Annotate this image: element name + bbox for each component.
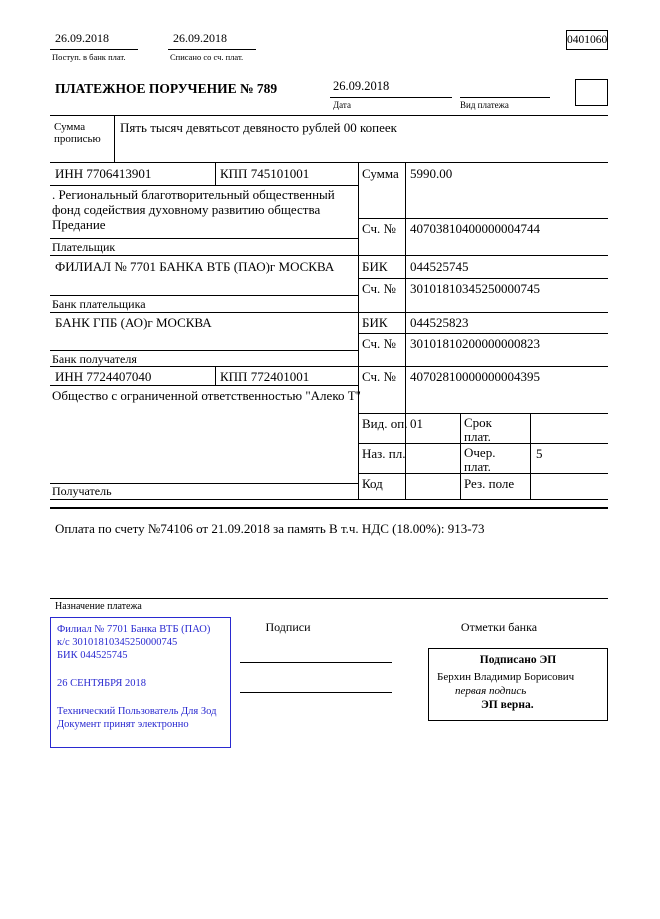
purpose-line [50, 598, 608, 599]
esign-stamp [428, 648, 608, 721]
stamp-line: БИК 044525745 [57, 650, 128, 661]
payer-account-label: Сч. № [362, 221, 396, 236]
sum-label: Сумма [362, 166, 399, 181]
section-separator [50, 507, 608, 509]
payee-caption: Получатель [52, 484, 112, 498]
table-line [50, 238, 358, 239]
table-line [50, 255, 608, 256]
amount-words-row [50, 115, 608, 163]
table-line [358, 218, 608, 219]
stamp-line: к/с 30101810345250000745 [57, 637, 178, 648]
payee-inn: ИНН 7724407040 [55, 369, 152, 384]
table-line [358, 413, 608, 414]
payer-bank-bik: 044525745 [410, 259, 469, 274]
payee-account: 40702810000000004395 [410, 369, 540, 384]
payer-account: 40703810400000004744 [410, 221, 540, 236]
bank-stamp [50, 617, 231, 748]
payment-term-label: Срок плат. [464, 415, 492, 444]
bank-marks-label: Отметки банка [460, 620, 538, 634]
priority-value: 5 [536, 446, 543, 461]
date-label: Дата [333, 100, 351, 110]
payee-name: Общество с ограниченной ответственностью "Алеко Т" [52, 388, 361, 403]
table-line [50, 295, 358, 296]
payer-kpp: КПП 745101001 [220, 166, 310, 181]
table-line [50, 312, 608, 313]
signature-line [240, 662, 392, 663]
table-line [50, 499, 608, 500]
stamp-line: 26 СЕНТЯБРЯ 2018 [57, 678, 146, 689]
stamp-line: Технический Пользователь Для Зод [57, 706, 217, 717]
payee-bank-bik-label: БИК [362, 315, 388, 330]
date-received: 26.09.2018 [50, 30, 138, 50]
date-debited: 26.09.2018 [168, 30, 256, 50]
date-debited-label: Списано со сч. плат. [170, 52, 244, 62]
table-line [50, 385, 358, 386]
payer-bank-name: ФИЛИАЛ № 7701 БАНКА ВТБ (ПАО)г МОСКВА [55, 259, 335, 274]
payer-inn: ИНН 7706413901 [55, 166, 152, 181]
table-line [358, 163, 359, 499]
payment-purpose-text: Оплата по счету №74106 от 21.09.2018 за память В т.ч. НДС (18.00%): 913-73 [55, 521, 485, 536]
payee-bank-bik: 044525823 [410, 315, 469, 330]
table-line [530, 413, 531, 499]
purpose-code-label: Наз. пл. [362, 446, 406, 461]
payee-bank-name: БАНК ГПБ (АО)г МОСКВА [55, 315, 212, 330]
document-title: ПЛАТЕЖНОЕ ПОРУЧЕНИЕ № 789 [55, 81, 278, 96]
table-line [460, 413, 461, 499]
document-date: 26.09.2018 [330, 79, 452, 98]
signatures-label: Подписи [265, 620, 311, 634]
payment-kind-label: Вид платежа [460, 100, 509, 110]
table-line [358, 278, 608, 279]
payer-bank-account: 30101810345250000745 [410, 281, 540, 296]
esign-title: Подписано ЭП [479, 654, 557, 666]
stamp-line: Документ принят электронно [57, 719, 189, 730]
sum-value: 5990.00 [410, 166, 453, 181]
signature-line [240, 692, 392, 693]
priority-label: Очер. плат. [464, 445, 496, 474]
table-line [215, 163, 216, 185]
payer-bank-caption: Банк плательщика [52, 297, 146, 311]
payment-kind-line [460, 79, 550, 98]
table-line [215, 366, 216, 385]
table-line [50, 350, 358, 351]
operation-kind-value: 01 [410, 416, 423, 431]
amount-in-words: Пять тысяч девятьсот девяносто рублей 00 копеек [120, 120, 397, 135]
esign-name: Берхин Владимир Борисович [437, 671, 575, 683]
reserve-field-label: Рез. поле [464, 476, 515, 491]
payee-bank-caption: Банк получателя [52, 352, 137, 366]
table-line [358, 333, 608, 334]
table-line [50, 185, 358, 186]
stamp-line: Филиал № 7701 Банка ВТБ (ПАО) [57, 624, 211, 635]
amount-in-words-label: Сумма прописью [50, 116, 115, 162]
payer-caption: Плательщик [52, 240, 116, 254]
operation-kind-label: Вид. оп. [362, 416, 408, 431]
payee-kpp: КПП 772401001 [220, 369, 310, 384]
payment-kind-box [575, 79, 608, 106]
payee-account-label: Сч. № [362, 369, 396, 384]
payee-bank-account-label: Сч. № [362, 336, 396, 351]
details-table [50, 163, 608, 500]
code-label: Код [362, 476, 383, 491]
esign-valid: ЭП верна. [481, 699, 534, 711]
payer-bank-account-label: Сч. № [362, 281, 396, 296]
date-received-label: Поступ. в банк плат. [52, 52, 126, 62]
payer-name: . Региональный благотворительный общественный фонд содействия духовному развитию общества Предание [52, 187, 335, 232]
payment-purpose-label: Назначение платежа [55, 601, 142, 612]
payer-bank-bik-label: БИК [362, 259, 388, 274]
esign-kind: первая подпись [455, 685, 527, 697]
payee-bank-account: 30101810200000000823 [410, 336, 540, 351]
form-code-box: 0401060 [566, 30, 608, 50]
